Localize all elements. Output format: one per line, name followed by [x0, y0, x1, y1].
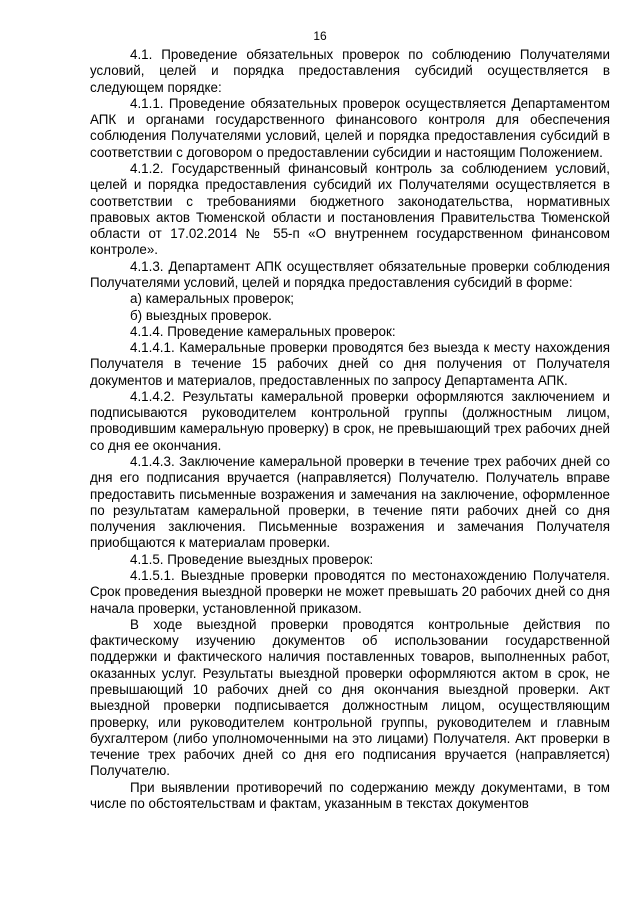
list-item-a: а) камеральных проверок;: [130, 291, 295, 307]
paragraph-4-1-5-1: 4.1.5.1. Выездные проверки проводятся по местонахождению Получателя. Срок проведения выездной проверки не может превышать 20 рабочих дней со дня начала проверки, установленной приказом.: [90, 568, 610, 616]
paragraph-4-1-4-1: 4.1.4.1. Камеральные проверки проводятся без выезда к месту нахождения Получателя в течение 15 рабочих дней со дня получения от Получателя документов и материалов, предоставленных по запросу Департамента АПК.: [90, 340, 610, 388]
paragraph-4-1-5: 4.1.5. Проведение выездных проверок:: [130, 551, 374, 567]
paragraph-4-1: 4.1. Проведение обязательных проверок по соблюдению Получателями условий, целей и порядка предоставления субсидий осуществляется в следующем порядке:: [90, 47, 610, 95]
paragraph-4-1-2: 4.1.2. Государственный финансовый контроль за соблюдением условий, целей и порядка предоставления субсидий их Получателями осуществляется в соответствии с требованиями бюджетного законодательства, нормативных правовых актов Тюменской области и постановления Правительства Тюменской области от 17.02.2014 № 55-п «О внутреннем государственном финансовом контроле».: [90, 160, 610, 258]
paragraph-4-1-4: 4.1.4. Проведение камеральных проверок:: [130, 323, 396, 339]
document-body: [90, 47, 610, 812]
paragraph-field-inspection: В ходе выездной проверки проводятся контрольные действия по фактическому изучению документов об использовании государственной поддержки и фактического наличия поставленных товаров, выполненных работ, оказанных услуг. Результаты выездной проверки оформляются актом в срок, не превышающий 10 рабочих дней со дня окончания выездной проверки. Акт выездной проверки подписывается должностным лицом, осуществляющим проверку, или руководителем контрольной группы, руководителем и главным бухгалтером (либо уполномоченными на это лицами) Получателя. Акт проверки в течение трех рабочих дней со дня его подписания вручается (направляется) Получателю.: [90, 616, 610, 779]
paragraph-4-1-4-3: 4.1.4.3. Заключение камеральной проверки в течение трех рабочих дней со дня его подписания вручается (направляется) Получателю. Получатель вправе предоставить письменные возражения и замечания на заключение, оформленное по результатам камеральной проверки, в течение пяти рабочих дней со дня получения заключения. Письменные возражения и замечания Получателя приобщаются к материалам проверки.: [90, 454, 610, 551]
page-number: 16: [313, 29, 327, 43]
paragraph-contradictions: При выявлении противоречий по содержанию между документами, в том числе по обстоятельствам и фактам, указанным в текстах документов: [90, 779, 610, 811]
paragraph-4-1-1: 4.1.1. Проведение обязательных проверок осуществляется Департаментом АПК и органами государственного финансового контроля для обеспечения соблюдения Получателями условий, целей и порядка предоставления субсидий в соответствии с договором о предоставлении субсидии и настоящим Положением.: [90, 95, 610, 160]
paragraph-4-1-3: 4.1.3. Департамент АПК осуществляет обязательные проверки соблюдения Получателями условий, целей и порядка предоставления субсидий в форме:: [90, 258, 610, 290]
paragraph-4-1-4-2: 4.1.4.2. Результаты камеральной проверки оформляются заключением и подписываются руководителем контрольной группы (должностным лицом, проводившим камеральную проверку) в срок, не превышающий трех рабочих дней со дня ее окончания.: [90, 388, 610, 453]
list-item-b: б) выездных проверок.: [130, 307, 272, 323]
